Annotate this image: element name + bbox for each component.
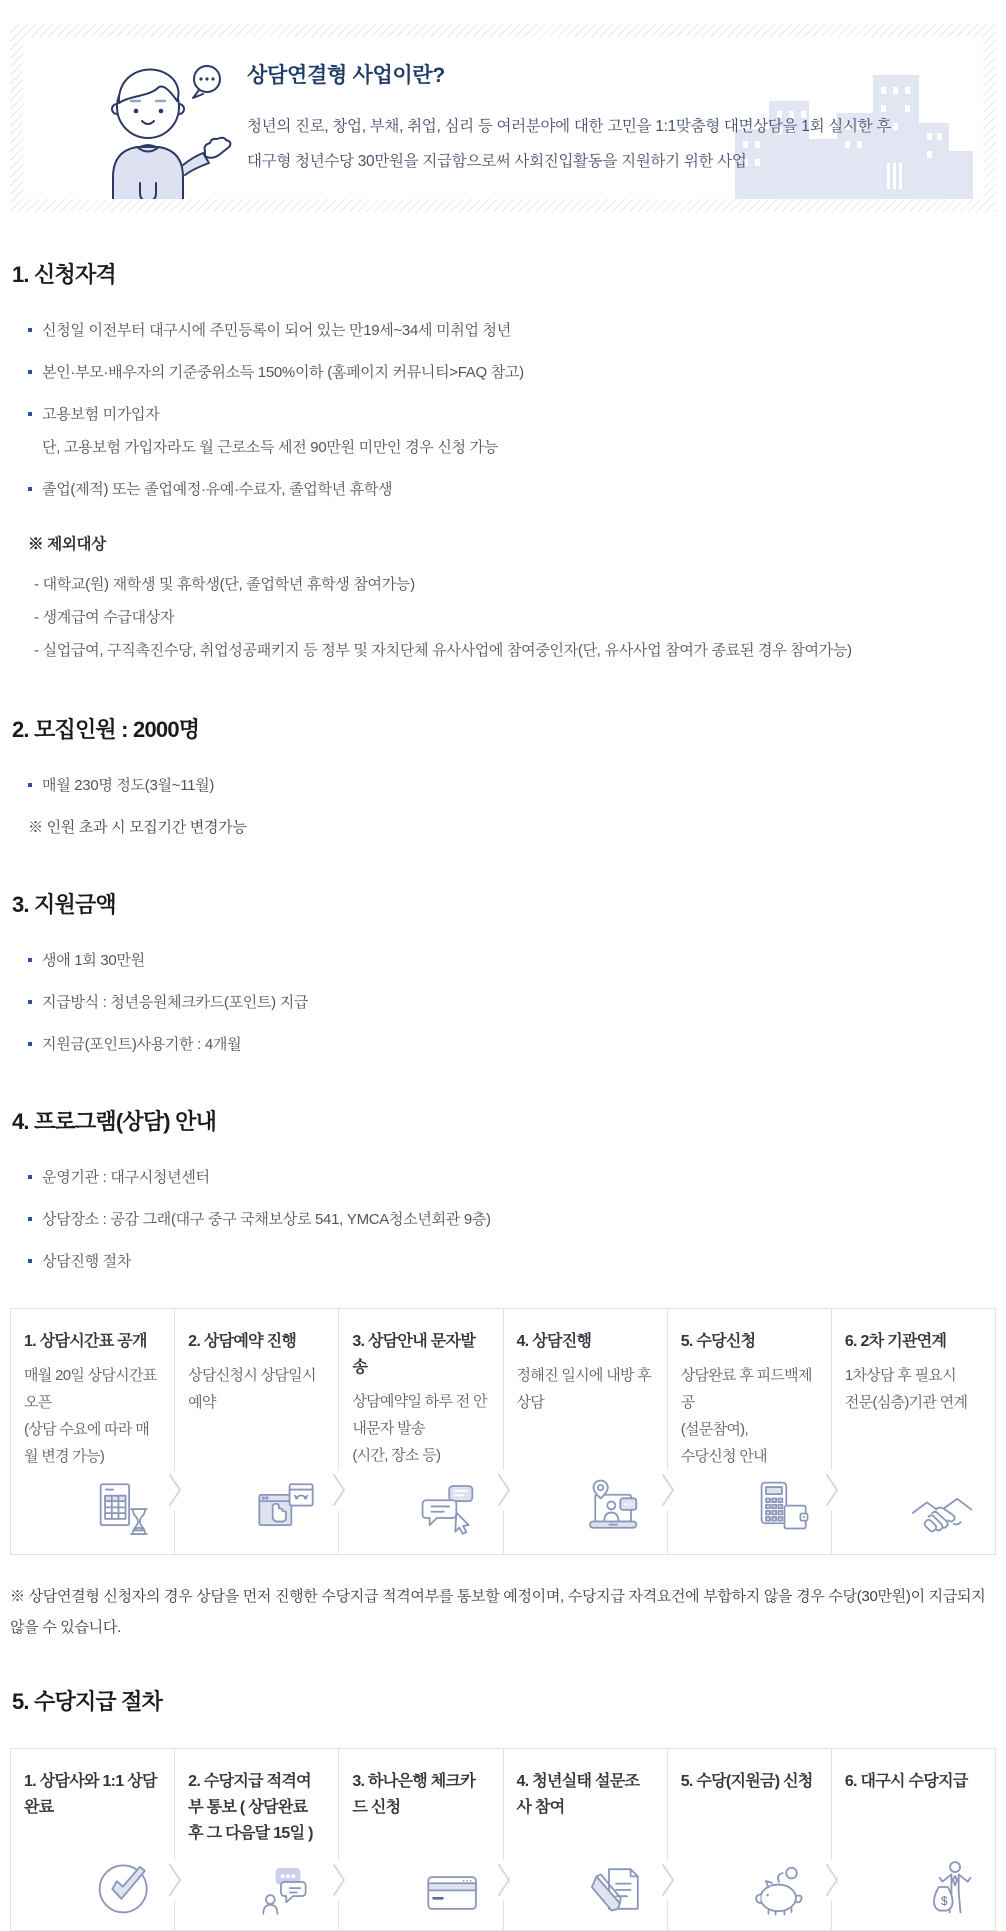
chevron-right-icon xyxy=(331,1860,347,1900)
list-item-subtext: 단, 고용보험 가입자라도 월 근로소득 세전 90만원 미만인 경우 신청 가능 xyxy=(42,439,498,456)
list-item: 신청일 이전부터 대구시에 주민등록이 되어 있는 만19세~34세 미취업 청년 xyxy=(28,316,994,345)
step-title: 1. 상담사와 1:1 상담 완료 xyxy=(24,1773,157,1816)
section3-heading: 3. 지원금액 xyxy=(12,892,116,917)
section2-heading: 2. 모집인원 : 2000명 xyxy=(12,717,200,742)
bullet-marker xyxy=(28,783,32,787)
online-booking-icon xyxy=(254,1480,318,1540)
bullet-marker xyxy=(28,1000,32,1004)
exclusion-block xyxy=(28,532,994,667)
chevron-right-icon xyxy=(496,1470,512,1510)
feedback-notice-icon xyxy=(258,1862,318,1916)
list-item: 생애 1회 30만원 xyxy=(28,946,994,975)
allowance-process-grid xyxy=(10,1748,996,1931)
bullet-marker xyxy=(28,958,32,962)
banner-description-line2: 대구형 청년수당 30만원을 지급함으로써 사회진입활동을 지원하기 위한 사업 xyxy=(247,153,747,170)
chevron-right-icon xyxy=(496,1860,512,1900)
check-complete-icon xyxy=(96,1860,154,1916)
bullet-marker xyxy=(28,1259,32,1263)
survey-write-icon xyxy=(589,1862,647,1916)
list-item: 운영기관 : 대구시청년센터 xyxy=(28,1163,994,1192)
sms-bubbles-icon xyxy=(419,1480,483,1540)
chevron-right-icon xyxy=(660,1860,676,1900)
process-step-2: 2. 상담예약 진행 상담신청시 상담일시 예약 xyxy=(175,1309,339,1554)
process-step-6 xyxy=(832,1749,995,1930)
bullet-marker xyxy=(28,487,32,491)
list-item: 본인·부모·배우자의 기준중위소득 150%이하 (홈페이지 커뮤니티>FAQ 참고) xyxy=(28,358,994,387)
bullet-marker xyxy=(28,1042,32,1046)
process-step-1: 1. 상담시간표 공개 매월 20일 상담시간표 오픈 (상담 수요에 따라 매월 변경 가능) xyxy=(11,1309,175,1554)
section5-heading: 5. 수당지급 절차 xyxy=(12,1689,163,1714)
bullet-marker xyxy=(28,412,32,416)
section4-bullet-list xyxy=(28,1163,994,1276)
exclusion-item: - 실업급여, 구직촉진수당, 취업성공패키지 등 정부 및 자치단체 유사사업에 참여중인자(단, 유사사업 참여가 종료된 경우 참여가능) xyxy=(34,642,852,659)
process-step-1 xyxy=(11,1749,175,1930)
chevron-right-icon xyxy=(167,1860,183,1900)
process-step-4 xyxy=(504,1749,668,1930)
list-item: 상담진행 절차 xyxy=(28,1247,994,1276)
process-step-3: 3. 상담안내 문자발송 상담예약일 하루 전 안내문자 발송 (시간, 장소 등) xyxy=(339,1309,503,1554)
section1-heading: 1. 신청자격 xyxy=(12,262,116,287)
check-card-icon xyxy=(423,1870,483,1916)
piggy-bank-icon xyxy=(749,1862,811,1916)
process-step-5 xyxy=(668,1749,832,1930)
exclusion-title: ※ 제외대상 xyxy=(28,536,106,553)
chevron-right-icon xyxy=(167,1470,183,1510)
step-title: 6. 2차 기관연계 xyxy=(844,1333,947,1350)
list-item: 지급방식 : 청년응원체크카드(포인트) 지급 xyxy=(28,988,994,1017)
exclusion-item: - 대학교(원) 재학생 및 휴학생(단, 졸업학년 휴학생 참여가능) xyxy=(34,576,415,593)
chevron-right-icon xyxy=(824,1860,840,1900)
counseling-process-grid xyxy=(10,1308,996,1555)
step-title: 3. 상담안내 문자발송 xyxy=(352,1333,476,1376)
section2-note: ※ 인원 초과 시 모집기간 변경가능 xyxy=(28,819,247,836)
banner-title: 상담연결형 사업이란? xyxy=(247,64,445,87)
bullet-marker xyxy=(28,1175,32,1179)
chevron-right-icon xyxy=(824,1470,840,1510)
list-item: 졸업(제적) 또는 졸업예정·유예·수료자, 졸업학년 휴학생 xyxy=(28,475,994,504)
section3-bullet-list xyxy=(28,946,994,1059)
bullet-marker xyxy=(28,1217,32,1221)
handshake-icon xyxy=(909,1488,975,1540)
chevron-right-icon xyxy=(660,1470,676,1510)
process-step-2 xyxy=(175,1749,339,1930)
exclusion-item: - 생계급여 수급대상자 xyxy=(34,609,175,626)
step-title: 1. 상담시간표 공개 xyxy=(24,1333,147,1350)
process-step-4: 4. 상담진행 정해진 일시에 내방 후 상담 xyxy=(504,1309,668,1554)
timetable-hourglass-icon xyxy=(90,1480,154,1540)
counseling-grid-note: ※ 상담연결형 신청자의 경우 상담을 먼저 진행한 수당지급 적격여부를 통보할 예정이며, 수당지급 자격요건에 부합하지 않을 경우 수당(30만원)이 지급되지 않을 수 있습니다. xyxy=(10,1588,986,1636)
bullet-marker xyxy=(28,370,32,374)
list-item: 매월 230명 정도(3월~11월) xyxy=(28,771,994,800)
hero-banner xyxy=(10,24,996,212)
section4-heading: 4. 프로그램(상담) 안내 xyxy=(12,1109,217,1134)
list-item: 상담장소 : 공감 그래(대구 중구 국채보상로 541, YMCA청소년회관 9층) xyxy=(28,1205,994,1234)
visit-counseling-icon xyxy=(581,1478,647,1540)
process-step-6: 6. 2차 기관연계 1차상담 후 필요시 전문(심층)기관 연계 xyxy=(832,1309,995,1554)
step-title: 3. 하나은행 체크카드 신청 xyxy=(352,1773,476,1816)
svg-text:$: $ xyxy=(941,1895,948,1909)
step-title: 4. 청년실태 설문조사 참여 xyxy=(516,1773,640,1816)
bullet-marker xyxy=(28,328,32,332)
calculator-wallet-icon xyxy=(751,1480,811,1540)
young-man-illustration xyxy=(87,53,245,199)
money-payout-icon xyxy=(917,1858,975,1916)
step-title: 5. 수당(지원금) 신청 xyxy=(680,1773,813,1790)
chevron-right-icon xyxy=(331,1470,347,1510)
section2-bullet-list xyxy=(28,771,994,800)
step-title: 2. 상담예약 진행 xyxy=(188,1333,297,1350)
step-title: 5. 수당신청 xyxy=(680,1333,756,1350)
list-item: 고용보험 미가입자 xyxy=(28,400,994,429)
section1-bullet-list xyxy=(28,316,994,504)
list-item: 지원금(포인트)사용기한 : 4개월 xyxy=(28,1030,994,1059)
process-step-3 xyxy=(339,1749,503,1930)
process-step-5: 5. 수당신청 상담완료 후 피드백제공 (설문참여), 수당신청 안내 xyxy=(668,1309,832,1554)
step-title: 6. 대구시 수당지급 xyxy=(844,1773,968,1790)
banner-description-line1: 청년의 진로, 창업, 부채, 취업, 심리 등 여러분야에 대한 고민을 1:1맞춤형 대면상담을 1회 실시한 후 xyxy=(247,118,891,135)
step-title: 4. 상담진행 xyxy=(516,1333,592,1350)
step-title: 2. 수당지급 적격여부 통보 ( 상담완료 후 그 다음달 15일 ) xyxy=(188,1773,313,1842)
